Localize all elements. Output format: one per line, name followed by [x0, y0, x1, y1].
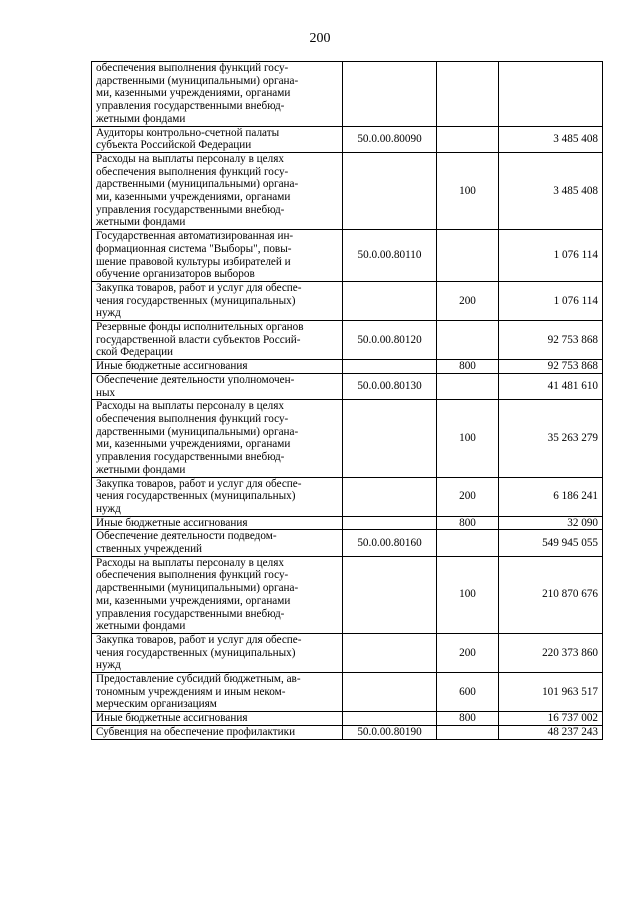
budget-table	[91, 61, 603, 740]
expense-name-line: шение правовой культуры избирателей и	[96, 255, 291, 268]
expense-name-line: обеспечения выполнения функций госу-	[96, 412, 289, 425]
expense-name-line: нужд	[96, 307, 121, 320]
expense-name-line: обучение организаторов выборов	[96, 268, 255, 281]
target-article-code-cell	[343, 712, 437, 726]
expense-name-line: обеспечения выполнения функций госу-	[96, 62, 289, 74]
expense-name-line: Обеспечение деятельности подведом-	[96, 530, 277, 543]
expense-name-cell	[92, 373, 343, 399]
table-row	[92, 400, 603, 477]
table-row	[92, 321, 603, 360]
table-row	[92, 712, 603, 726]
target-article-code-cell	[343, 477, 437, 516]
table-row	[92, 516, 603, 530]
expense-name-line: Иные бюджетные ассигнования	[96, 712, 248, 725]
expense-name-cell	[92, 633, 343, 672]
expense-name-line: жетными фондами	[96, 112, 186, 125]
expense-name-line: Расходы на выплаты персоналу в целях	[96, 400, 284, 413]
expense-name-line: ми, казенными учреждениями, органами	[96, 191, 291, 204]
expense-name-line: жетными фондами	[96, 463, 186, 476]
amount-cell: 32 090	[499, 516, 603, 530]
expense-type-code-cell: 200	[437, 281, 499, 320]
expense-name-line: мерческим организациям	[96, 698, 217, 711]
expense-name-line: жетными фондами	[96, 216, 186, 229]
expense-name-cell	[92, 360, 343, 374]
target-article-code-cell	[343, 673, 437, 712]
expense-name-line: дарственными (муниципальными) органа-	[96, 582, 299, 595]
table-row	[92, 725, 603, 739]
amount-cell: 16 737 002	[499, 712, 603, 726]
expense-name-line: ми, казенными учреждениями, органами	[96, 438, 291, 451]
target-article-code-cell	[343, 360, 437, 374]
expense-type-code-cell: 100	[437, 152, 499, 229]
expense-name-line: обеспечения выполнения функций госу-	[96, 165, 289, 178]
expense-name-line: управления государственными внебюд-	[96, 100, 285, 113]
expense-name-line: Иные бюджетные ассигнования	[96, 360, 248, 373]
amount-cell: 3 485 408	[499, 152, 603, 229]
amount-cell: 1 076 114	[499, 230, 603, 282]
expense-name-line: Государственная автоматизированная ин-	[96, 230, 294, 243]
expense-name-cell	[92, 725, 343, 739]
expense-name-line: Расходы на выплаты персоналу в целях	[96, 556, 284, 569]
table-row	[92, 126, 603, 152]
target-article-code-cell	[343, 281, 437, 320]
expense-type-code-cell: 800	[437, 712, 499, 726]
target-article-code-cell	[343, 62, 437, 127]
expense-name-line: дарственными (муниципальными) органа-	[96, 425, 299, 438]
amount-cell: 48 237 243	[499, 725, 603, 739]
expense-name-line: дарственными (муниципальными) органа-	[96, 74, 299, 87]
target-article-code-cell	[343, 400, 437, 477]
table-row	[92, 633, 603, 672]
expense-name-line: чения государственных (муниципальных)	[96, 646, 296, 659]
amount-cell: 1 076 114	[499, 281, 603, 320]
expense-name-cell	[92, 673, 343, 712]
expense-name-line: чения государственных (муниципальных)	[96, 490, 296, 503]
amount-cell: 6 186 241	[499, 477, 603, 516]
amount-cell: 549 945 055	[499, 530, 603, 556]
table-row	[92, 673, 603, 712]
amount-cell: 41 481 610	[499, 373, 603, 399]
expense-name-line: Аудиторы контрольно-счетной палаты	[96, 126, 280, 139]
expense-name-line: тономным учреждениям и иным неком-	[96, 685, 286, 698]
expense-name-line: ми, казенными учреждениями, органами	[96, 594, 291, 607]
expense-type-code-cell: 800	[437, 360, 499, 374]
expense-name-line: ской Федерации	[96, 346, 174, 359]
amount-cell: 92 753 868	[499, 360, 603, 374]
target-article-code-cell: 50.0.00.80160	[343, 530, 437, 556]
expense-name-cell	[92, 516, 343, 530]
expense-name-line: Закупка товаров, работ и услуг для обеспе-	[96, 281, 302, 294]
table-row	[92, 360, 603, 374]
expense-name-line: Предоставление субсидий бюджетным, ав-	[96, 673, 301, 686]
expense-name-line: Субвенция на обеспечение профилактики	[96, 725, 296, 738]
expense-name-line: государственной власти субъектов Россий-	[96, 333, 301, 346]
amount-cell: 220 373 860	[499, 633, 603, 672]
expense-type-code-cell	[437, 321, 499, 360]
target-article-code-cell	[343, 556, 437, 633]
expense-type-code-cell: 800	[437, 516, 499, 530]
target-article-code-cell: 50.0.00.80110	[343, 230, 437, 282]
expense-name-line: дарственными (муниципальными) органа-	[96, 178, 299, 191]
expense-type-code-cell: 200	[437, 477, 499, 516]
expense-name-line: Иные бюджетные ассигнования	[96, 516, 248, 529]
expense-type-code-cell	[437, 373, 499, 399]
expense-name-line: Расходы на выплаты персоналу в целях	[96, 152, 284, 165]
budget-table-body	[92, 62, 603, 740]
amount-cell: 3 485 408	[499, 126, 603, 152]
expense-type-code-cell	[437, 62, 499, 127]
expense-name-line: жетными фондами	[96, 620, 186, 633]
target-article-code-cell	[343, 633, 437, 672]
table-row	[92, 281, 603, 320]
expense-type-code-cell	[437, 230, 499, 282]
table-row	[92, 530, 603, 556]
amount-cell: 210 870 676	[499, 556, 603, 633]
expense-name-line: управления государственными внебюд-	[96, 203, 285, 216]
table-row	[92, 477, 603, 516]
amount-cell: 35 263 279	[499, 400, 603, 477]
expense-type-code-cell: 600	[437, 673, 499, 712]
expense-name-line: Закупка товаров, работ и услуг для обеспе-	[96, 477, 302, 490]
table-row	[92, 373, 603, 399]
expense-name-line: ми, казенными учреждениями, органами	[96, 87, 291, 100]
target-article-code-cell	[343, 516, 437, 530]
table-row	[92, 152, 603, 229]
expense-name-line: чения государственных (муниципальных)	[96, 294, 296, 307]
expense-name-line: управления государственными внебюд-	[96, 607, 285, 620]
expense-name-cell	[92, 126, 343, 152]
target-article-code-cell: 50.0.00.80130	[343, 373, 437, 399]
expense-name-line: Закупка товаров, работ и услуг для обеспе-	[96, 633, 302, 646]
expense-name-cell	[92, 321, 343, 360]
expense-type-code-cell: 100	[437, 556, 499, 633]
expense-name-cell	[92, 62, 343, 127]
expense-type-code-cell: 100	[437, 400, 499, 477]
amount-cell: 92 753 868	[499, 321, 603, 360]
target-article-code-cell: 50.0.00.80090	[343, 126, 437, 152]
expense-type-code-cell	[437, 725, 499, 739]
expense-name-cell	[92, 230, 343, 282]
expense-type-code-cell	[437, 530, 499, 556]
expense-name-cell	[92, 530, 343, 556]
expense-name-cell	[92, 477, 343, 516]
amount-cell: 101 963 517	[499, 673, 603, 712]
target-article-code-cell: 50.0.00.80120	[343, 321, 437, 360]
amount-cell	[499, 62, 603, 127]
expense-name-line: Обеспечение деятельности уполномочен-	[96, 373, 295, 386]
expense-name-cell	[92, 556, 343, 633]
expense-name-line: обеспечения выполнения функций госу-	[96, 569, 289, 582]
expense-name-line: нужд	[96, 659, 121, 672]
expense-name-line: Резервные фонды исполнительных органов	[96, 321, 304, 334]
expense-type-code-cell	[437, 126, 499, 152]
expense-name-cell	[92, 281, 343, 320]
target-article-code-cell	[343, 152, 437, 229]
expense-name-line: формационная система "Выборы", повы-	[96, 242, 292, 255]
expense-name-line: ных	[96, 386, 116, 399]
expense-name-cell	[92, 712, 343, 726]
expense-type-code-cell: 200	[437, 633, 499, 672]
expense-name-cell	[92, 400, 343, 477]
expense-name-line: нужд	[96, 502, 121, 515]
table-row	[92, 230, 603, 282]
expense-name-cell	[92, 152, 343, 229]
table-row	[92, 556, 603, 633]
expense-name-line: субъекта Российской Федерации	[96, 139, 252, 152]
expense-name-line: ственных учреждений	[96, 543, 203, 556]
table-row	[92, 62, 603, 127]
expense-name-line: управления государственными внебюд-	[96, 451, 285, 464]
target-article-code-cell: 50.0.00.80190	[343, 725, 437, 739]
page-number: 200	[309, 31, 331, 46]
